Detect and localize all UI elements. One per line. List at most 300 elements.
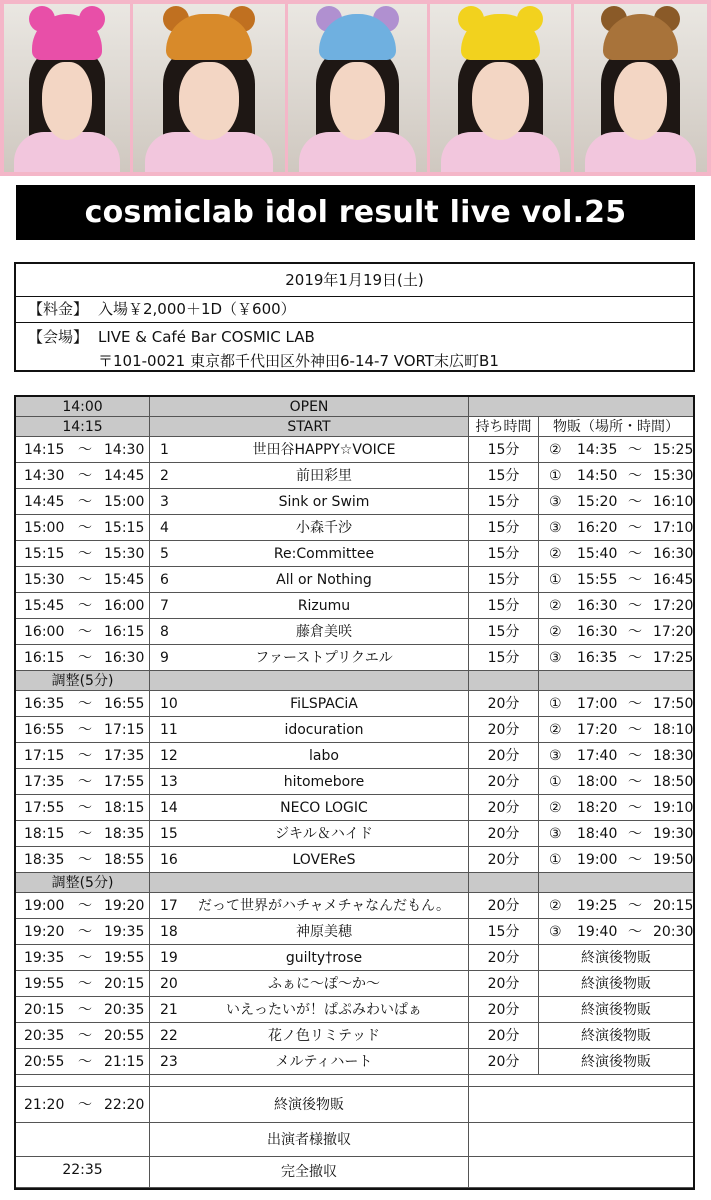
slot-end: 19:35: [104, 924, 145, 940]
slot-number: 16: [160, 852, 178, 868]
slot-number: 3: [160, 494, 169, 510]
slot-time: [16, 945, 150, 970]
open-time: 14:00: [62, 399, 103, 415]
close-time: 22:35: [16, 1157, 150, 1187]
performer-name: hitomebore: [180, 769, 469, 794]
merch-end: 18:50: [653, 774, 694, 790]
slot-time: [16, 997, 150, 1022]
slot-number: 18: [160, 924, 178, 940]
performer-name: labo: [180, 743, 469, 768]
merch-place: ①: [549, 852, 562, 868]
merch-start: 14:50: [577, 468, 618, 484]
merch-place: ①: [549, 696, 562, 712]
performer-name: 前田彩里: [180, 463, 469, 488]
tilde: 〜: [628, 572, 642, 588]
slot-start: 14:15: [24, 442, 65, 458]
performers-out-label: 出演者様撤収: [150, 1123, 469, 1156]
after-sales-start: 21:20: [24, 1097, 65, 1113]
performer-name: Sink or Swim: [180, 489, 469, 514]
merch-sales: [539, 489, 693, 514]
slot-time: [16, 541, 150, 566]
merch-start: 16:30: [577, 598, 618, 614]
after-sales-end: 22:20: [104, 1097, 145, 1113]
slot-start: 19:35: [24, 950, 65, 966]
venue-name: LIVE & Café Bar COSMIC LAB: [98, 328, 315, 346]
merch-sales: [539, 593, 693, 618]
tilde: 〜: [78, 442, 92, 458]
open-row: [16, 397, 693, 417]
merch-place: ②: [549, 898, 562, 914]
merch-end: 17:50: [653, 696, 694, 712]
performer-name: ファーストプリクエル: [180, 645, 469, 670]
slot-end: 15:15: [104, 520, 145, 536]
performer-name: guilty†rose: [180, 945, 469, 970]
price-label: 【料金】: [28, 300, 89, 318]
member-photo: [4, 4, 130, 172]
slot-number: 13: [160, 774, 178, 790]
timetable-row: [16, 821, 693, 847]
close-label: 完全撤収: [150, 1157, 469, 1187]
slot-number: 2: [160, 468, 169, 484]
merch-start: 17:40: [577, 748, 618, 764]
slot-number: 12: [160, 748, 178, 764]
slot-duration: 15分: [469, 645, 539, 670]
merch-sales: [539, 567, 693, 592]
slot-number: 14: [160, 800, 178, 816]
member-photo: [574, 4, 707, 172]
slot-number: 15: [160, 826, 178, 842]
slot-duration: 15分: [469, 489, 539, 514]
merch-start: 17:20: [577, 722, 618, 738]
slot-time: [16, 1049, 150, 1074]
tilde: 〜: [628, 650, 642, 666]
tilde: 〜: [628, 722, 642, 738]
merch-sales: [539, 645, 693, 670]
venue-row: [16, 322, 693, 374]
timetable-row: [16, 515, 693, 541]
tilde: 〜: [78, 650, 92, 666]
slot-start: 19:00: [24, 898, 65, 914]
merch-start: 18:20: [577, 800, 618, 816]
merch-sales: [539, 769, 693, 794]
merch-start: 17:00: [577, 696, 618, 712]
after-sales-label: 終演後物販: [150, 1087, 469, 1122]
event-date: 2019年1月19日(土): [16, 264, 693, 297]
merch-start: 19:00: [577, 852, 618, 868]
timetable-row: [16, 463, 693, 489]
tilde: 〜: [628, 442, 642, 458]
performer-name: Re:Committee: [180, 541, 469, 566]
merch-place: ②: [549, 598, 562, 614]
merch-place: ③: [549, 650, 562, 666]
timetable-row: [16, 489, 693, 515]
merch-end: 20:15: [653, 898, 694, 914]
slot-end: 18:15: [104, 800, 145, 816]
slot-start: 19:55: [24, 976, 65, 992]
slot-time: [16, 437, 150, 462]
venue-address: 〒101-0021 東京都千代田区外神田6-14-7 VORT末広町B1: [98, 352, 499, 370]
slot-start: 17:35: [24, 774, 65, 790]
tilde: 〜: [628, 598, 642, 614]
slot-start: 17:15: [24, 748, 65, 764]
slot-start: 19:20: [24, 924, 65, 940]
price-value: 入場￥2,000＋1D（￥600）: [98, 300, 296, 318]
merch-place: ③: [549, 494, 562, 510]
merch-start: 16:35: [577, 650, 618, 666]
merch-end: 16:10: [653, 494, 694, 510]
slot-duration: 15分: [469, 437, 539, 462]
tilde: 〜: [628, 924, 642, 940]
performer-name: NECO LOGIC: [180, 795, 469, 820]
start-time: 14:15: [62, 419, 103, 435]
performer-name: Rizumu: [180, 593, 469, 618]
performer-name: だって世界がハチャメチャなんだもん。: [180, 893, 469, 918]
slot-number: 10: [160, 696, 178, 712]
slot-duration: 20分: [469, 691, 539, 716]
timetable-row: [16, 893, 693, 919]
timetable-row: [16, 847, 693, 873]
slot-start: 15:00: [24, 520, 65, 536]
slot-end: 19:20: [104, 898, 145, 914]
slot-end: 20:55: [104, 1028, 145, 1044]
tilde: 〜: [78, 624, 92, 640]
performer-name: All or Nothing: [180, 567, 469, 592]
merch-after-show: 終演後物販: [581, 1028, 651, 1044]
slot-duration: 20分: [469, 1049, 539, 1074]
merch-start: 14:35: [577, 442, 618, 458]
slot-start: 18:15: [24, 826, 65, 842]
slot-number: 20: [160, 976, 178, 992]
spacer-row: [16, 1075, 693, 1087]
slot-time: [16, 515, 150, 540]
merch-sales: [539, 541, 693, 566]
slot-start: 15:15: [24, 546, 65, 562]
slot-start: 15:30: [24, 572, 65, 588]
merch-end: 20:30: [653, 924, 694, 940]
slot-time: [16, 489, 150, 514]
slot-duration: 20分: [469, 997, 539, 1022]
merch-sales: [539, 1049, 693, 1074]
slot-start: 16:55: [24, 722, 65, 738]
tilde: 〜: [628, 748, 642, 764]
merch-place: ②: [549, 800, 562, 816]
merch-sales: [539, 743, 693, 768]
slot-time: [16, 463, 150, 488]
merch-end: 19:10: [653, 800, 694, 816]
slot-duration: 15分: [469, 919, 539, 944]
performer-name: 花ノ色リミテッド: [180, 1023, 469, 1048]
timetable-row: [16, 437, 693, 463]
timetable-row: [16, 717, 693, 743]
tilde: 〜: [628, 624, 642, 640]
merch-end: 15:30: [653, 468, 694, 484]
tilde: 〜: [628, 494, 642, 510]
merch-sales: [539, 437, 693, 462]
slot-time: [16, 769, 150, 794]
performer-name: 世田谷HAPPY☆VOICE: [180, 437, 469, 462]
timetable-row: [16, 541, 693, 567]
merch-place: ②: [549, 442, 562, 458]
tilde: 〜: [78, 976, 92, 992]
timetable: [14, 395, 695, 1190]
slot-time: [16, 691, 150, 716]
tilde: 〜: [78, 468, 92, 484]
slot-end: 17:55: [104, 774, 145, 790]
tilde: 〜: [78, 1097, 92, 1113]
merch-sales: [539, 619, 693, 644]
slot-number: 9: [160, 650, 169, 666]
slot-number: 11: [160, 722, 178, 738]
slot-end: 16:00: [104, 598, 145, 614]
tilde: 〜: [78, 774, 92, 790]
tilde: 〜: [78, 546, 92, 562]
slot-end: 15:45: [104, 572, 145, 588]
merch-place: ③: [549, 520, 562, 536]
slot-duration: 15分: [469, 463, 539, 488]
open-label: OPEN: [289, 399, 329, 415]
merch-place: ①: [549, 774, 562, 790]
timetable-row: [16, 795, 693, 821]
merch-sales: [539, 795, 693, 820]
timetable-row: [16, 619, 693, 645]
header-photo-strip: [0, 0, 711, 176]
slot-number: 8: [160, 624, 169, 640]
slot-start: 20:55: [24, 1054, 65, 1070]
slot-duration: 20分: [469, 769, 539, 794]
slot-time: [16, 893, 150, 918]
after-sales-row: [16, 1087, 693, 1123]
slot-start: 14:30: [24, 468, 65, 484]
slot-end: 16:30: [104, 650, 145, 666]
merch-sales: [539, 893, 693, 918]
merch-end: 16:30: [653, 546, 694, 562]
tilde: 〜: [78, 722, 92, 738]
timetable-row: [16, 1023, 693, 1049]
merch-start: 15:55: [577, 572, 618, 588]
slot-number: 7: [160, 598, 169, 614]
merch-sales: [539, 717, 693, 742]
merch-end: 17:25: [653, 650, 694, 666]
merch-end: 18:10: [653, 722, 694, 738]
merch-end: 17:20: [653, 598, 694, 614]
performer-name: メルティハート: [180, 1049, 469, 1074]
tilde: 〜: [78, 950, 92, 966]
slot-start: 16:15: [24, 650, 65, 666]
event-title: cosmiclab idol result live vol.25: [16, 185, 695, 240]
performer-name: idocuration: [180, 717, 469, 742]
performer-name: 小森千沙: [180, 515, 469, 540]
slot-duration: 20分: [469, 847, 539, 872]
merch-after-show: 終演後物販: [581, 976, 651, 992]
slot-duration: 20分: [469, 743, 539, 768]
slot-start: 16:35: [24, 696, 65, 712]
break-row: [16, 671, 693, 691]
slot-duration: 15分: [469, 515, 539, 540]
slot-end: 18:55: [104, 852, 145, 868]
tilde: 〜: [78, 1002, 92, 1018]
merch-end: 19:30: [653, 826, 694, 842]
close-row: [16, 1157, 693, 1188]
break-label: 調整(5分): [51, 875, 114, 891]
tilde: 〜: [78, 1028, 92, 1044]
merch-sales: [539, 463, 693, 488]
slot-duration: 20分: [469, 893, 539, 918]
merch-end: 18:30: [653, 748, 694, 764]
tilde: 〜: [628, 774, 642, 790]
timetable-row: [16, 1049, 693, 1075]
merch-start: 15:20: [577, 494, 618, 510]
timetable-row: [16, 567, 693, 593]
merch-start: 18:40: [577, 826, 618, 842]
break-row: [16, 873, 693, 893]
slot-number: 23: [160, 1054, 178, 1070]
merch-sales: [539, 997, 693, 1022]
slot-duration: 20分: [469, 971, 539, 996]
performer-name: ふぁに〜ぽ〜か〜: [180, 971, 469, 996]
slot-time: [16, 619, 150, 644]
merch-after-show: 終演後物販: [581, 950, 651, 966]
slot-end: 20:15: [104, 976, 145, 992]
slot-start: 18:35: [24, 852, 65, 868]
timetable-row: [16, 919, 693, 945]
member-photo: [133, 4, 285, 172]
slot-duration: 20分: [469, 821, 539, 846]
slot-end: 20:35: [104, 1002, 145, 1018]
merch-start: 19:40: [577, 924, 618, 940]
slot-duration: 15分: [469, 541, 539, 566]
member-photo: [430, 4, 571, 172]
slot-end: 14:30: [104, 442, 145, 458]
timetable-row: [16, 593, 693, 619]
merch-start: 18:00: [577, 774, 618, 790]
slot-duration: 15分: [469, 567, 539, 592]
slot-end: 18:35: [104, 826, 145, 842]
slot-end: 16:55: [104, 696, 145, 712]
slot-time: [16, 919, 150, 944]
timetable-row: [16, 971, 693, 997]
merch-end: 15:25: [653, 442, 694, 458]
slot-end: 16:15: [104, 624, 145, 640]
slot-number: 21: [160, 1002, 178, 1018]
member-photo: [288, 4, 427, 172]
slot-time: [16, 971, 150, 996]
slot-number: 4: [160, 520, 169, 536]
merch-sales: [539, 847, 693, 872]
slot-duration: 15分: [469, 593, 539, 618]
merch-after-show: 終演後物販: [581, 1054, 651, 1070]
tilde: 〜: [628, 800, 642, 816]
timetable-row: [16, 769, 693, 795]
merch-place: ③: [549, 826, 562, 842]
slot-time: [16, 717, 150, 742]
slot-duration: 20分: [469, 1023, 539, 1048]
timetable-row: [16, 645, 693, 671]
merch-sales: [539, 691, 693, 716]
timetable-row: [16, 691, 693, 717]
slot-number: 17: [160, 898, 178, 914]
tilde: 〜: [78, 852, 92, 868]
merch-after-show: 終演後物販: [581, 1002, 651, 1018]
slot-time: [16, 1023, 150, 1048]
sales-header: 物販（場所・時間）: [539, 417, 693, 436]
slot-duration: 20分: [469, 795, 539, 820]
slot-end: 17:35: [104, 748, 145, 764]
event-info-box: [14, 262, 695, 372]
performer-name: FiLSPACiA: [180, 691, 469, 716]
timetable-row: [16, 997, 693, 1023]
slot-start: 15:45: [24, 598, 65, 614]
timetable-row: [16, 945, 693, 971]
slot-time: [16, 593, 150, 618]
performer-name: ジキル＆ハイド: [180, 821, 469, 846]
slot-end: 14:45: [104, 468, 145, 484]
merch-sales: [539, 971, 693, 996]
slot-number: 6: [160, 572, 169, 588]
merch-end: 17:10: [653, 520, 694, 536]
tilde: 〜: [628, 898, 642, 914]
tilde: 〜: [78, 748, 92, 764]
slot-start: 16:00: [24, 624, 65, 640]
slot-end: 19:55: [104, 950, 145, 966]
slot-number: 19: [160, 950, 178, 966]
slot-end: 15:00: [104, 494, 145, 510]
slot-time: [16, 567, 150, 592]
slot-duration: 20分: [469, 945, 539, 970]
slot-start: 20:35: [24, 1028, 65, 1044]
merch-end: 19:50: [653, 852, 694, 868]
performer-name: 藤倉美咲: [180, 619, 469, 644]
merch-end: 16:45: [653, 572, 694, 588]
slot-time: [16, 847, 150, 872]
timetable-row: [16, 743, 693, 769]
slot-duration: 15分: [469, 619, 539, 644]
merch-start: 16:30: [577, 624, 618, 640]
merch-place: ③: [549, 924, 562, 940]
merch-start: 16:20: [577, 520, 618, 536]
venue-label: 【会場】: [28, 328, 89, 346]
merch-place: ①: [549, 572, 562, 588]
tilde: 〜: [628, 852, 642, 868]
slot-end: 15:30: [104, 546, 145, 562]
performer-name: 神原美穂: [180, 919, 469, 944]
duration-header: 持ち時間: [469, 417, 539, 436]
merch-sales: [539, 919, 693, 944]
tilde: 〜: [78, 598, 92, 614]
slot-time: [16, 743, 150, 768]
merch-start: 19:25: [577, 898, 618, 914]
slot-number: 1: [160, 442, 169, 458]
tilde: 〜: [78, 572, 92, 588]
performer-name: LOVEReS: [180, 847, 469, 872]
slot-end: 21:15: [104, 1054, 145, 1070]
break-label: 調整(5分): [51, 673, 114, 689]
slot-time: [16, 795, 150, 820]
tilde: 〜: [78, 800, 92, 816]
merch-sales: [539, 821, 693, 846]
merch-start: 15:40: [577, 546, 618, 562]
merch-sales: [539, 1023, 693, 1048]
merch-place: ①: [549, 468, 562, 484]
slot-time: [16, 645, 150, 670]
tilde: 〜: [78, 1054, 92, 1070]
tilde: 〜: [78, 898, 92, 914]
slot-time: [16, 821, 150, 846]
price-row: [16, 296, 693, 323]
merch-place: ②: [549, 624, 562, 640]
merch-sales: [539, 515, 693, 540]
tilde: 〜: [78, 826, 92, 842]
tilde: 〜: [628, 546, 642, 562]
